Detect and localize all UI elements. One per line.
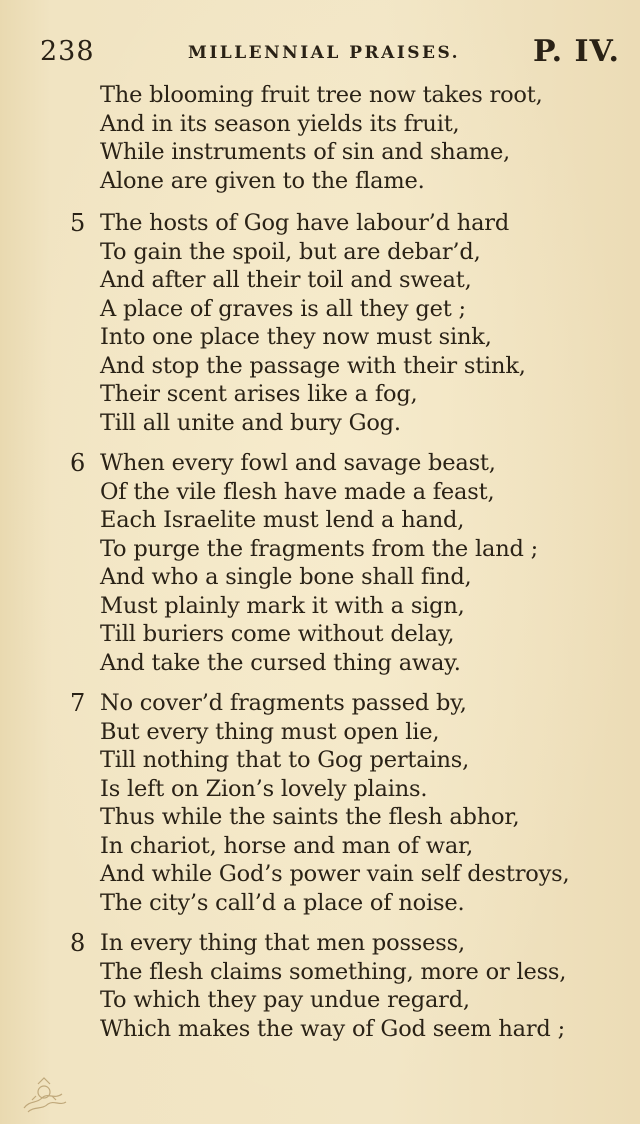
library-stamp-icon (18, 1070, 70, 1116)
verse-line: In every thing that men possess, (100, 930, 465, 956)
verse-line: The hosts of Gog have labour’d hard (100, 210, 510, 236)
verse-line: Is left on Zion’s lovely plains. (100, 775, 428, 802)
verse-line: But every thing must open lie, (100, 718, 440, 745)
verse-line: In chariot, horse and man of war, (100, 832, 474, 859)
verse-line: A place of graves is all they get ; (100, 295, 466, 322)
stanza-number: 5 (70, 209, 86, 237)
stanza-number: 7 (70, 689, 86, 717)
verse-line: Thus while the saints the flesh abhor, (100, 804, 520, 830)
verse-line: While instruments of sin and shame, (100, 139, 511, 165)
verse-line: Their scent arises like a fog, (100, 381, 418, 407)
verse-line: And take the cursed thing away. (100, 649, 461, 676)
running-title: MILLENNIAL PRAISES. (188, 43, 461, 63)
page-number: 238 (40, 36, 95, 67)
verse-line: And in its season yields its fruit, (100, 110, 460, 137)
stanza-number: 8 (70, 929, 86, 957)
verse-line: Which makes the way of God seem hard ; (100, 1015, 565, 1042)
verse-line: And stop the passage with their stink, (100, 352, 526, 379)
verse-line: No cover’d fragments passed by, (100, 690, 467, 716)
verse-line: To purge the fragments from the land ; (100, 535, 539, 562)
page-header (40, 34, 620, 74)
verse-line: Of the vile flesh have made a feast, (100, 478, 495, 505)
verse-line: And while God’s power vain self destroys, (100, 861, 570, 887)
verse-line: Till buriers come without delay, (100, 621, 455, 647)
stanza-8 (70, 929, 630, 1043)
verse-line: Till all unite and bury Gog. (100, 409, 401, 436)
verse-line: Alone are given to the flame. (100, 167, 425, 194)
verse-line: The city’s call’d a place of noise. (100, 889, 465, 916)
stanza-continued (70, 81, 630, 195)
verse-line: To which they pay undue regard, (100, 987, 470, 1013)
verse-line: And who a single bone shall find, (100, 564, 472, 590)
verse-line: Till nothing that to Gog pertains, (100, 747, 470, 773)
verse-line: And after all their toil and sweat, (100, 267, 472, 293)
verse-line: The flesh claims something, more or less, (100, 958, 567, 985)
verse-line: Must plainly mark it with a sign, (100, 592, 465, 619)
stanza-5 (70, 209, 630, 437)
verse-line: Into one place they now must sink, (100, 324, 492, 350)
verse-line: To gain the spoil, but are debar’d, (100, 238, 481, 265)
stanza-6 (70, 449, 630, 677)
verse-line: Each Israelite must lend a hand, (100, 507, 465, 533)
stanza-7 (70, 689, 630, 917)
verse-line: When every fowl and savage beast, (100, 450, 496, 476)
part-label: P. IV. (533, 34, 620, 69)
verse-line: The blooming fruit tree now takes root, (100, 82, 543, 108)
stanza-number: 6 (70, 449, 86, 477)
